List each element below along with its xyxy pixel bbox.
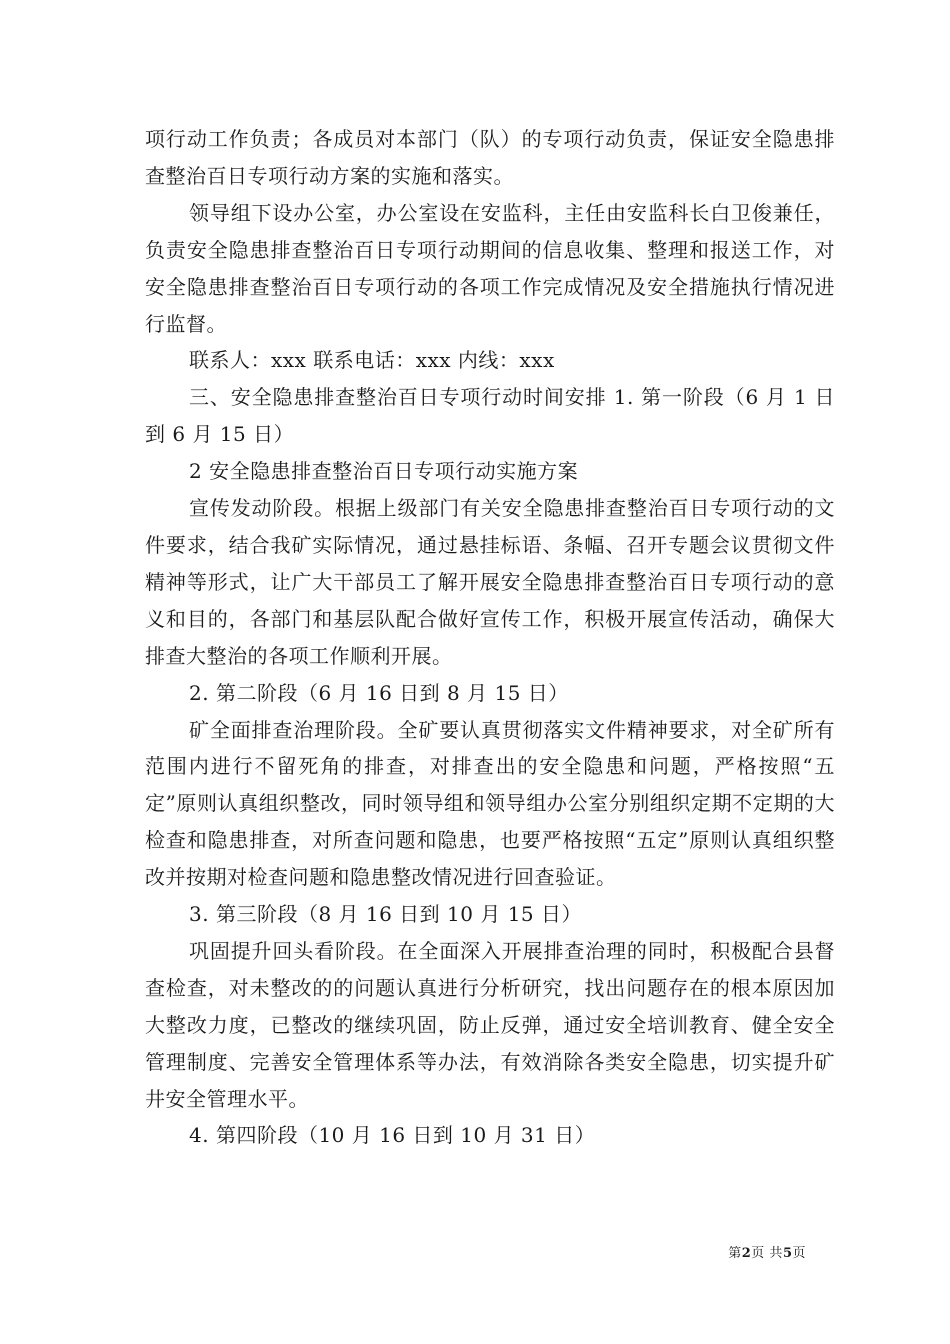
page-number-footer [728, 1245, 806, 1263]
paragraph-contact: 联系人：xxx 联系电话：xxx 内线：xxx [189, 348, 555, 373]
footer-total-pages: 5 [782, 1246, 793, 1261]
footer-middle: 页 共 [751, 1246, 783, 1261]
footer-current-page: 2 [741, 1246, 752, 1261]
paragraph-stage-1-body: 宣传发动阶段。根据上级部门有关安全隐患排查整治百日专项行动的文件要求，结合我矿实际情况，通过悬挂标语、条幅、召开专题会议贯彻文件精神等形式，让广大干部员工了解开展安全隐患排查整治百日专项行动的意义和目的，各部门和基层队配合做好宣传工作，积极开展宣传活动，确保大排查大整治的各项工作顺利开展。 [145, 496, 835, 668]
paragraph-office: 领导组下设办公室，办公室设在安监科，主任由安监科长白卫俊兼任，负责安全隐患排查整治百日专项行动期间的信息收集、整理和报送工作，对安全隐患排查整治百日专项行动的各项工作完成情况及安全措施执行情况进行监督。 [145, 200, 835, 336]
footer-prefix: 第 [728, 1246, 742, 1261]
paragraph-schedule-heading: 三、安全隐患排查整治百日专项行动时间安排 1. 第一阶段（6 月 1 日到 6 月 15 日） [145, 385, 835, 447]
paragraph-stage-4-heading: 4. 第四阶段（10 月 16 日到 10 月 31 日） [189, 1123, 596, 1148]
document-body [145, 121, 835, 1154]
footer-suffix: 页 [792, 1246, 806, 1261]
paragraph-stage-3-body: 巩固提升回头看阶段。在全面深入开展排查治理的同时，积极配合县督查检查，对未整改的的问题认真进行分析研究，找出问题存在的根本原因加大整改力度，已整改的继续巩固，防止反弹，通过安全培训教育、健全安全管理制度、完善安全管理体系等办法，有效消除各类安全隐患，切实提升矿井安全管理水平。 [145, 938, 835, 1111]
paragraph-stage-2-body: 矿全面排查治理阶段。全矿要认真贯彻落实文件精神要求，对全矿所有范围内进行不留死角的排查，对排查出的安全隐患和问题，严格按照“五定”原则认真组织整改，同时领导组和领导组办公室分别组织定期不定期的大检查和隐患排查，对所查问题和隐患，也要严格按照“五定”原则认真组织整改并按期对检查问题和隐患整改情况进行回查验证。 [145, 717, 835, 890]
paragraph-continuation: 项行动工作负责；各成员对本部门（队）的专项行动负责，保证安全隐患排查整治百日专项行动方案的实施和落实。 [145, 127, 835, 188]
paragraph-stage-2-heading: 2. 第二阶段（6 月 16 日到 8 月 15 日） [189, 680, 569, 705]
paragraph-plan-title: 2 安全隐患排查整治百日专项行动实施方案 [189, 459, 579, 484]
paragraph-stage-3-heading: 3. 第三阶段（8 月 16 日到 10 月 15 日） [189, 902, 583, 927]
